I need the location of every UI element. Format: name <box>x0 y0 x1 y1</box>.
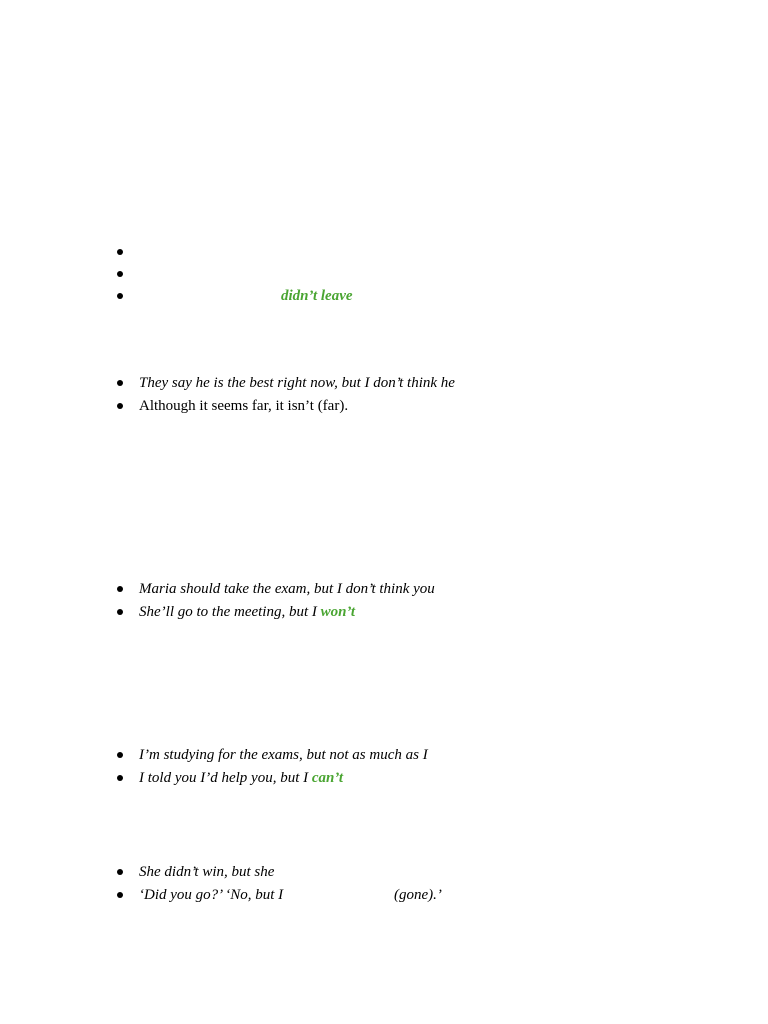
bullet-icon <box>117 380 123 386</box>
list-item-text-part: ‘Did you go?’ ‘No, but I <box>139 887 284 903</box>
list-item-text <box>139 602 355 622</box>
bullet-icon <box>117 249 123 255</box>
bullet-icon <box>117 775 123 781</box>
list-item-text: Although it seems far, it isn’t (far). <box>139 398 349 414</box>
bullet-icon <box>117 271 123 277</box>
list-item-text: They say he is the best right now, but I don’t think he <box>139 375 455 391</box>
list-item-text-part: She’ll go to the meeting, but I <box>139 604 317 620</box>
answer-highlight: can’t <box>311 770 343 786</box>
bullet-icon <box>117 403 123 409</box>
list-item-text: I’m studying for the exams, but not as much as I <box>139 747 428 763</box>
answer-highlight: won’t <box>320 604 356 620</box>
bullet-icon <box>117 892 123 898</box>
bullet-icon <box>117 293 123 299</box>
list-item-text: She didn’t win, but she <box>139 864 275 880</box>
bullet-icon <box>117 609 123 615</box>
bullet-icon <box>117 586 123 592</box>
bullet-icon <box>117 752 123 758</box>
list-item-text-part: (gone).’ <box>394 887 442 903</box>
list-item-text: Maria should take the exam, but I don’t think you <box>139 581 435 597</box>
bullet-icon <box>117 869 123 875</box>
list-item-text <box>139 768 343 788</box>
list-item-text-part: I told you I’d help you, but I <box>139 770 309 786</box>
answer-highlight: didn’t leave <box>281 288 353 304</box>
